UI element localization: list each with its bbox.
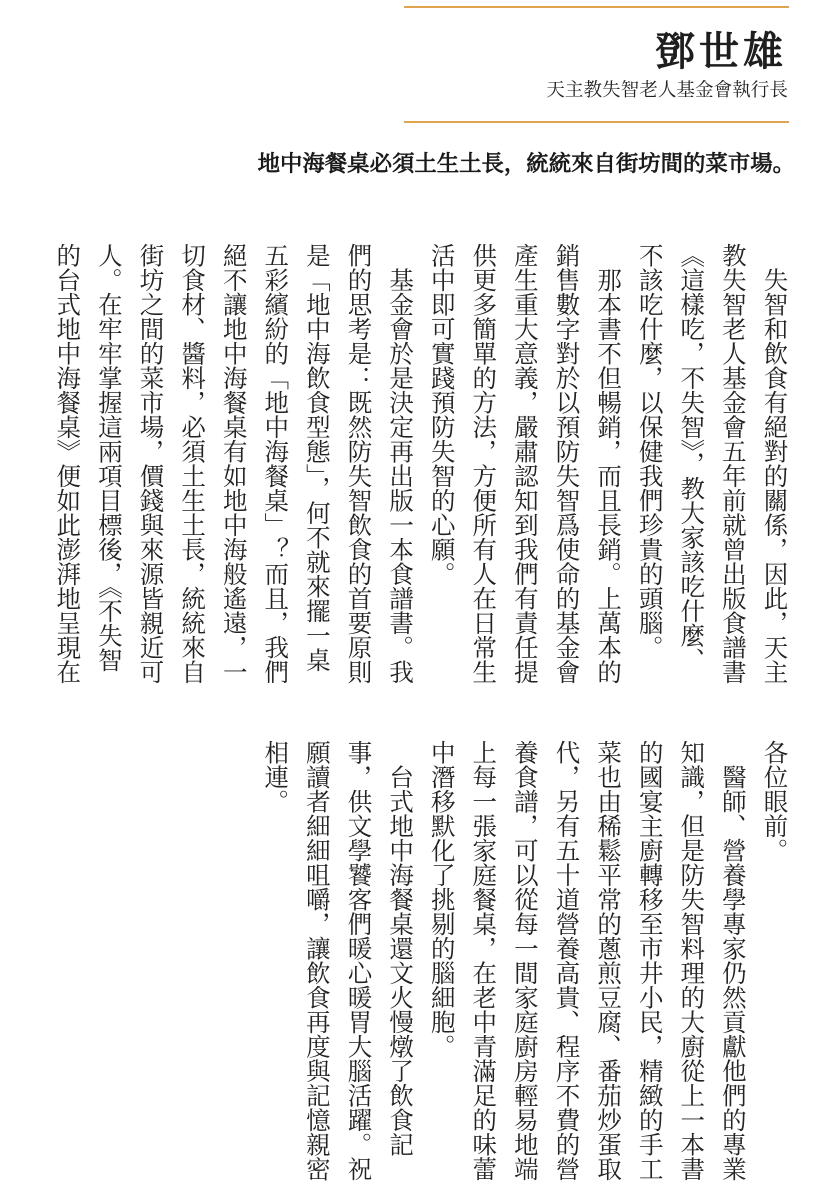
text-column: 菜也由稀鬆平常的蔥煎豆腐、番茄炒蛋取 — [594, 740, 624, 1181]
author-title: 天主教失智老人基金會執行長 — [546, 80, 788, 101]
text-column: 醫師、營養學專家仍然貢獻他們的專業 — [718, 740, 748, 1181]
text-column: 活中即可實踐預防失智的心願。 — [427, 243, 457, 586]
text-column: 事，供文學饕客們暖心暖胃大腦活躍。祝 — [344, 740, 374, 1181]
divider-rule — [404, 121, 789, 123]
text-column: 們的思考是：既然防失智飲食的首要原則 — [344, 243, 374, 684]
text-column: 《這樣吃，不失智》，教大家該吃什麼、 — [677, 243, 707, 672]
text-column: 那本書不但暢銷，而且長銷。上萬本的 — [594, 243, 624, 684]
text-column: 產生重大意義，嚴肅認知到我們有責任提 — [510, 243, 540, 684]
text-column: 知識，但是防失智料理的大廚從上一本書 — [677, 740, 707, 1181]
top-decorative-rule — [404, 6, 789, 8]
text-column: 上每一張家庭餐桌，在老中青滿足的味蕾 — [469, 740, 499, 1181]
text-column: 銷售數字對於以預防失智爲使命的基金會 — [552, 243, 582, 684]
text-column: 教失智老人基金會五年前就曾出版食譜書 — [718, 243, 748, 684]
text-column: 五彩繽紛的「地中海餐桌」？而且，我們 — [261, 243, 291, 684]
text-column: 相連。 — [261, 740, 291, 814]
text-column: 養食譜，可以從每一間家庭廚房輕易地端 — [510, 740, 540, 1181]
text-column: 街坊之間的菜市場，價錢與來源皆親近可 — [136, 243, 166, 684]
text-column: 的國宴主廚轉移至市井小民，精緻的手工 — [635, 740, 665, 1181]
text-column: 切食材、醬料，必須土生土長，統統來自 — [178, 243, 208, 684]
text-column: 供更多簡單的方法，方便所有人在日常生 — [469, 243, 499, 684]
text-column: 基金會於是決定再出版一本食譜書。我 — [386, 243, 416, 684]
text-column: 不該吃什麼，以保健我們珍貴的頭腦。 — [635, 243, 665, 660]
text-column: 各位眼前。 — [760, 740, 790, 863]
text-column: 人。在牢牢掌握這兩項目標後，《不失智 — [94, 243, 124, 672]
text-column: 台式地中海餐桌還文火慢燉了飲食記 — [386, 740, 416, 1157]
text-column: 的台式地中海餐桌》便如此澎湃地呈現在 — [53, 243, 83, 684]
text-column: 代，另有五十道營養高貴、程序不費的營 — [552, 740, 582, 1181]
text-column: 絕不讓地中海餐桌有如地中海般遙遠，一 — [219, 243, 249, 684]
text-column: 願讀者細細咀嚼，讓飲食再度與記憶親密 — [302, 740, 332, 1181]
headline: 地中海餐桌必須土生土長，統統來自街坊間的菜市場。 — [257, 151, 795, 177]
author-name: 鄧世雄 — [655, 28, 787, 75]
text-column: 是「地中海飲食型態」，何不就來擺一桌 — [302, 243, 332, 672]
text-column: 失智和飲食有絕對的關係，因此，天主 — [760, 243, 790, 684]
text-column: 中潛移默化了挑剔的腦細胞。 — [427, 740, 457, 1059]
